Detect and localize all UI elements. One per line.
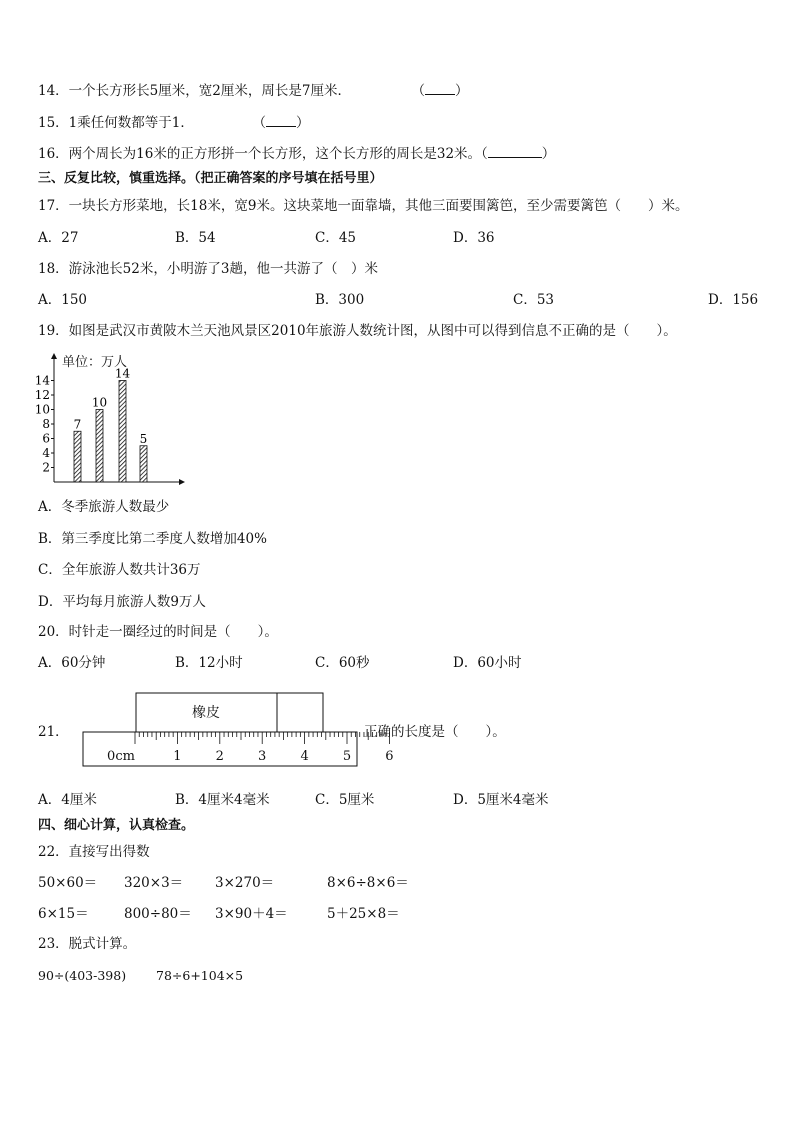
calc-item: 3×270＝ <box>215 875 275 891</box>
calc-item: 800÷80＝ <box>124 906 192 922</box>
option-19-d[interactable]: D．平均每月旅游人数9万人 <box>38 594 206 610</box>
section-4-heading: 四、细心计算，认真检查。 <box>38 818 195 833</box>
option-19-c[interactable]: C．全年旅游人数共计36万 <box>38 562 201 578</box>
option-21-d[interactable]: D．5厘米4毫米 <box>453 792 549 808</box>
ruler-label: 3 <box>258 749 267 764</box>
option-20-a[interactable]: A．60分钟 <box>38 655 106 671</box>
calc-item: 5＋25×8＝ <box>327 906 400 922</box>
option-18-c[interactable]: C．53 <box>513 292 555 308</box>
bar-value-label: 7 <box>73 417 82 432</box>
option-17-d[interactable]: D．36 <box>453 230 495 246</box>
question-18-text: 18．游泳池长52米，小明游了3趟，他一共游了（ ）米 <box>38 261 378 277</box>
question-21-suffix: 正确的长度是（ ）。 <box>364 724 506 740</box>
y-tick-label: 6 <box>42 431 50 446</box>
calc-item: 320×3＝ <box>124 875 184 891</box>
bar-value-label: 14 <box>114 366 131 381</box>
ruler-eraser-figure <box>80 690 394 770</box>
question-20-text: 20．时针走一圈经过的时间是（ ）。 <box>38 624 278 640</box>
option-17-a[interactable]: A．27 <box>38 230 79 246</box>
bar-value-label: 10 <box>91 395 108 410</box>
y-tick-label: 4 <box>42 446 50 460</box>
option-18-a[interactable]: A．150 <box>38 292 88 308</box>
question-15-text: 15．1乘任何数都等于1． <box>38 115 194 131</box>
question-19-text: 19．如图是武汉市黄陂木兰天池风景区2010年旅游人数统计图，从图中可以得到信息不正确的是（ ）。 <box>38 323 677 339</box>
option-20-b[interactable]: B．12小时 <box>175 655 243 671</box>
ruler-label: 4 <box>300 749 309 764</box>
calc-item: 6×15＝ <box>38 906 89 922</box>
option-20-d[interactable]: D．60小时 <box>453 655 522 671</box>
y-tick-label: 2 <box>42 460 50 475</box>
bar <box>140 446 147 482</box>
y-tick-label: 14 <box>34 373 50 388</box>
chart-unit-label: 单位：万人 <box>62 355 128 370</box>
question-21-number: 21． <box>38 724 69 740</box>
question-15: 15．1乘任何数都等于1． （ ） <box>38 115 310 131</box>
question-22-text: 22．直接写出得数 <box>38 844 150 860</box>
option-21-b[interactable]: B．4厘米4毫米 <box>175 792 270 808</box>
question-16-text: 16．两个周长为16米的正方形拼一个长方形，这个长方形的周长是32米。 <box>38 146 482 162</box>
calc-item: 90÷(403-398) <box>38 968 127 983</box>
option-18-b[interactable]: B．300 <box>315 292 365 308</box>
option-18-d[interactable]: D．156 <box>708 292 759 308</box>
option-20-c[interactable]: C．60秒 <box>315 655 370 671</box>
option-17-c[interactable]: C．45 <box>315 230 357 246</box>
answer-blank-14[interactable] <box>425 82 455 95</box>
calc-item: 8×6÷8×6＝ <box>327 875 409 891</box>
answer-blank-15[interactable] <box>266 114 296 127</box>
ruler-label: 6 <box>385 749 394 764</box>
option-21-a[interactable]: A．4厘米 <box>38 792 97 808</box>
eraser <box>136 693 323 732</box>
answer-blank-16[interactable] <box>488 145 542 158</box>
tourist-bar-chart <box>34 348 194 488</box>
question-23-text: 23．脱式计算。 <box>38 936 137 952</box>
section-3-heading: 三、反复比较，慎重选择。（把正确答案的序号填在括号里） <box>38 171 383 186</box>
ruler-label: 0cm <box>107 749 135 764</box>
bar <box>96 410 103 483</box>
bar <box>74 431 81 482</box>
ruler-label: 2 <box>215 749 224 764</box>
ruler-label: 5 <box>342 749 352 764</box>
question-17-text: 17．一块长方形菜地，长18米，宽9米。这块菜地一面靠墙，其他三面要围篱笆，至少需要篱笆（ ）米。 <box>38 198 689 214</box>
option-19-b[interactable]: B．第三季度比第二季度人数增加40% <box>38 531 267 547</box>
y-tick-label: 8 <box>42 417 50 431</box>
question-16: 16．两个周长为16米的正方形拼一个长方形，这个长方形的周长是32米。（ ） <box>38 146 556 162</box>
question-14: 14．一个长方形长5厘米，宽2厘米，周长是7厘米． （ ） <box>38 83 469 99</box>
option-21-c[interactable]: C．5厘米 <box>315 792 375 808</box>
bar-value-label: 5 <box>139 431 148 446</box>
option-17-b[interactable]: B．54 <box>175 230 216 246</box>
bar <box>119 381 126 483</box>
option-19-a[interactable]: A．冬季旅游人数最少 <box>38 499 170 515</box>
y-tick-label: 12 <box>34 388 50 402</box>
question-14-text: 14．一个长方形长5厘米，宽2厘米，周长是7厘米． <box>38 83 351 99</box>
y-tick-label: 10 <box>34 402 50 417</box>
calc-item: 50×60＝ <box>38 875 98 891</box>
calc-item: 3×90＋4＝ <box>215 906 288 922</box>
calc-item: 78÷6+104×5 <box>156 968 244 983</box>
eraser-label: 橡皮 <box>192 705 220 721</box>
ruler-label: 1 <box>173 749 182 764</box>
